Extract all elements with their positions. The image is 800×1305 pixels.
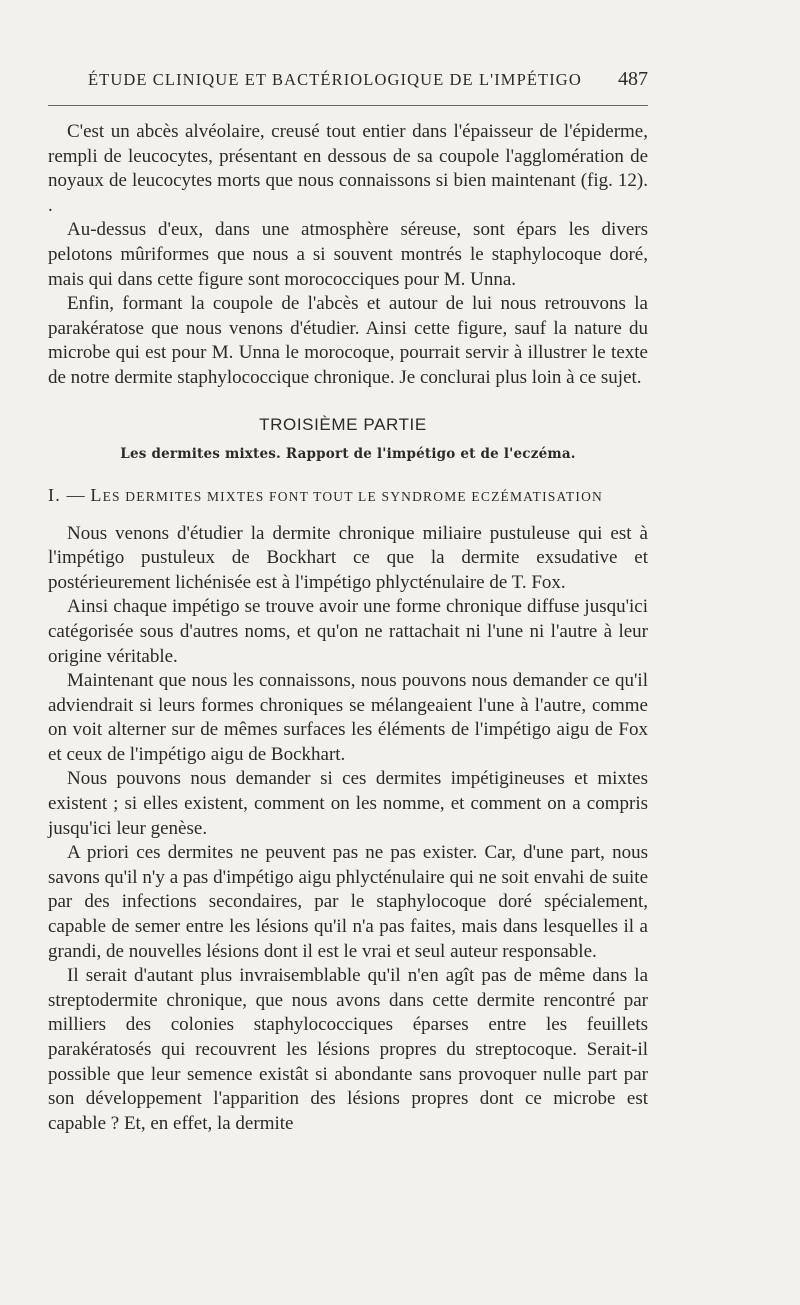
part-title: TROISIÈME PARTIE <box>259 414 427 434</box>
paragraph: C'est un abcès alvéolaire, creusé tout entier dans l'épaisseur de l'épiderme, rempli de leucocytes, présentant en dessous de sa coupole l'agglomération de noyaux de leucocytes morts que nous connaissons si bien maintenant (fig. 12). . <box>48 121 648 216</box>
paragraph: A priori ces dermites ne peuvent pas ne pas exister. Car, d'une part, nous savons qu'il n'y a pas d'impétigo aigu phlycténulaire qui ne soit envahi de suite par des infections secondaires, par le staphylocoque doré spécialement, capable de semer entre les lésions qu'il n'a pas faites, mais dans lesquelles il a grandi, de nouvelles lésions dont il est le vrai et seul auteur responsable. <box>48 842 648 962</box>
body-text <box>48 120 648 1136</box>
section-numeral: I. — <box>48 484 86 505</box>
paragraph: Ainsi chaque impétigo se trouve avoir une forme chronique diffuse jusqu'ici catégorisée sous d'autres noms, et qu'on ne rattachait ni l'une ni l'autre à leur origine véritable. <box>48 596 648 667</box>
running-head <box>48 70 648 96</box>
paragraph: Nous pouvons nous demander si ces dermites impétigineuses et mixtes existent ; si elles existent, comment on les nomme, et comment on a compris jusqu'ici leur genèse. <box>48 768 648 839</box>
paragraph: Nous venons d'étudier la dermite chronique miliaire pustuleuse qui est à l'impétigo pustuleux de Bockhart ce que la dermite exsudative et postérieurement lichénisée est à l'impétigo phlycténulaire de T. Fox. <box>48 522 648 593</box>
part-subtitle: Les dermites mixtes. Rapport de l'impétigo et de l'eczéma. <box>120 445 576 462</box>
section-heading <box>48 484 648 508</box>
paragraph: Maintenant que nous les connaissons, nous pouvons nous demander ce qu'il adviendrait si leurs formes chroniques se mélangeaient l'une à l'autre, comme on voit alterner sur de mêmes surfaces les éléments de l'impétigo aigu de Fox et ceux de l'impétigo aigu de Bockhart. <box>48 670 648 765</box>
section-initial: L <box>90 484 103 505</box>
header-rule <box>48 105 648 106</box>
paragraph: Au-dessus d'eux, dans une atmosphère séreuse, sont épars les divers pelotons mûriformes que nous a si souvent montrés le staphylocoque doré, mais qui dans cette figure sont morococciques pour M. Unna. <box>48 219 648 290</box>
section-heading-text: ES DERMITES MIXTES FONT TOUT LE SYNDROME ECZÉMATISATION <box>102 488 603 504</box>
paragraph: Enfin, formant la coupole de l'abcès et autour de lui nous retrouvons la parakératose que nous venons d'étudier. Ainsi cette figure, sauf la nature du microbe qui est pour M. Unna le morocoque, pourrait servir à illustrer le texte de notre dermite staphylococcique chronique. Je conclurai plus loin à ce sujet. <box>48 293 648 388</box>
paragraph: Il serait d'autant plus invraisemblable qu'il n'en agît pas de même dans la streptodermite chronique, que nous avons dans cette dermite rencontré par milliers des colonies staphylococciques éparses entre les feuillets parakératosés qui recouvrent les lésions propres du streptocoque. Serait-il possible que leur semence existât si abondante sans provoquer nulle part par son développement l'apparition des lésions propres dont ce microbe est capable ? Et, en effet, la dermite <box>48 965 648 1134</box>
running-head-title: ÉTUDE CLINIQUE ET BACTÉRIOLOGIQUE DE L'IMPÉTIGO <box>88 70 582 89</box>
page-number: 487 <box>618 68 648 90</box>
